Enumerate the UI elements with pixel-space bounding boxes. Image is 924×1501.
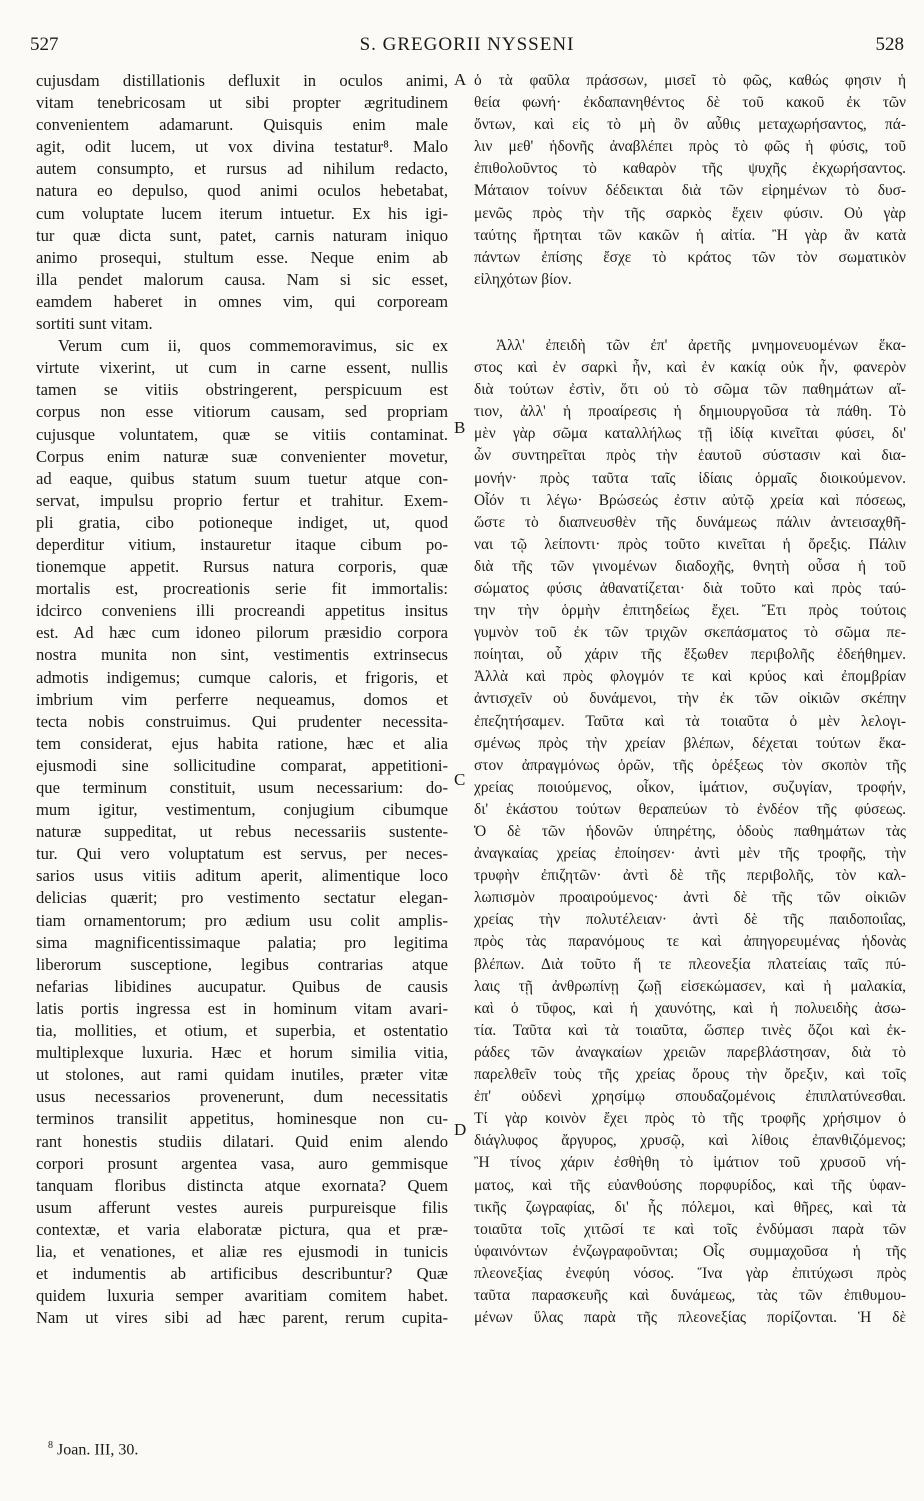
- latin-column: [36, 70, 448, 1329]
- text-line: tamen se vitiis obstringerent, perspicuum est: [36, 380, 448, 400]
- text-line: σώματος φύσις ἀθανατίζεται· διὰ τοῦτο καὶ πρὸς ταύ-: [474, 579, 906, 597]
- text-line: contextæ, et varia elaboratæ pictura, qua et præ-: [36, 1219, 448, 1239]
- text-line: idcirco conveniens illi procreandi appetitus insitus: [36, 601, 448, 621]
- text-line: δι' ἑκάστου τούτων θεραπεύων τὸ ἐνδέον τῆς φύσεως.: [474, 800, 906, 818]
- text-line: latis portis ingressa est in hominum vitam avari-: [36, 998, 448, 1018]
- text-line: Corpus enim naturæ suæ convenienter movetur,: [36, 446, 448, 466]
- text-line: cujusdam distillationis defluxit in oculos animi,: [36, 71, 448, 90]
- section-marker-c: C: [454, 770, 466, 789]
- text-line: τρυφὴν ἐπιζητῶν· ἀντὶ δὲ τῆς περιβολῆς, τὸν καλ-: [474, 867, 906, 885]
- text-line: Ἢ τίνος χάριν ἐσθὴθη τὸ ἱμάτιον τοῦ χρυσοῦ νή-: [474, 1154, 906, 1172]
- text-line: Μάταιον τοίνυν δέδεικται διὰ τῶν εἰρημένων τὸ δυσ-: [474, 182, 906, 200]
- paragraph-gap: [474, 291, 906, 335]
- text-line: λωπισμὸν προαιρούμενος· ἀντὶ δὲ τῆς τῶν οἰκιῶν: [474, 889, 906, 907]
- text-line: Ἀλλ' ἐπειδὴ τῶν ἐπ' ἀρετῆς μνημονευομένων ἕκα-: [496, 336, 906, 354]
- text-line: την τὴν ὁρμὴν ἐπιτηδείως ἔχει. Ἔτι πρὸς τούτοις: [474, 602, 906, 620]
- text-line: στος καὶ ἐν σαρκὶ ἦν, καὶ ἐν κακίᾳ οὐκ ἦν, φανερὸν: [474, 359, 906, 377]
- text-line: μονήν· πρὸς ταῦτα ταῖς ἰδίαις ὁρμαῖς διοικούμενον.: [474, 469, 906, 487]
- page-header: [30, 34, 904, 64]
- text-line: pli gratia, cibo potioneque indiget, ut, quod: [36, 512, 448, 532]
- text-line: cum voluptate lucem iterum intuetur. Ex his igi-: [36, 203, 448, 223]
- text-line: ut stolones, aut rami quidam inutiles, præter vitæ: [36, 1065, 448, 1085]
- text-line: liberorum susceptione, legibus contrarias atque: [36, 954, 448, 974]
- text-line: tur quæ dicta sunt, patet, carnis naturam iniquo: [36, 225, 448, 245]
- text-line: εἰληχότων βίον.: [474, 270, 572, 288]
- text-line: παρελθεῖν τοὺς τῆς χρείας ὅρους τὴν ὄρεξιν, καὶ τοῖς: [474, 1066, 906, 1084]
- section-marker-a: A: [454, 70, 467, 89]
- text-line: στον ἀπραγμόνως ὁρῶν, τῆς ὀρέξεως τὸν σκοπὸν τῆς: [474, 756, 906, 774]
- text-line: mum igitur, vestimentum, conjugium cibumque: [36, 800, 448, 820]
- text-line: cujusque voluntatem, quæ se vitiis contaminat.: [36, 424, 448, 444]
- text-line: διὰ τῆς τῶν γινομένων διαδοχῆς, θνητὴ οὖσα ἡ τοῦ: [474, 557, 906, 575]
- greek-column: [474, 70, 906, 1329]
- text-line: ὧν συντηρεῖται πρὸς τὴν ἑαυτοῦ σύστασιν καὶ δια-: [474, 447, 906, 465]
- text-line: πλεονεξίας ἐνεφύη νόσος. Ἵνα γὰρ ἐπιτύχωσι πρὸς: [474, 1264, 906, 1282]
- text-line: vitam tenebricosam ut sibi propter ægritudinem: [36, 93, 448, 113]
- text-line: ἐπεζητήσαμεν. Ταῦτα καὶ τὰ τοιαῦτα ὁ μὲν λελογι-: [474, 712, 906, 730]
- text-line: καὶ ὁ τῦφος, καὶ ἡ χαυνότης, καὶ ἡ πολυειδὴς ἀσω-: [474, 999, 906, 1017]
- text-line: servat, impulsu proprio fertur et trahitur. Exem-: [36, 490, 448, 510]
- footnote: [48, 1440, 138, 1459]
- text-line: ἀντισχεῖν οὐ δυνάμενοι, τὴν ἐκ τῶν οἰκιῶν σκέπην: [474, 690, 906, 708]
- page-number-right: 528: [875, 34, 904, 55]
- text-line: autem consumpto, et rursus ad nihilum redacto,: [36, 159, 448, 179]
- text-line: διὰ τούτων ἐστὶν, ὅτι οὐ τὸ σῶμα τῶν παθημάτων αἴ-: [474, 381, 906, 399]
- text-line: Ὁ δὲ τῶν ἡδονῶν ὑπηρέτης, ὁδοὺς παθημάτων τὰς: [474, 823, 906, 840]
- text-line: ad eaque, quibus statum suum tuetur atque con-: [36, 468, 448, 488]
- text-line: ὥστε τὸ διαπνευσθὲν τῆς δυνάμεως πάλιν ἀντεισαχθῆ-: [474, 513, 906, 531]
- text-line: χρείας ποιούμενος, οἶκον, ἱμάτιον, συζυγίαν, τροφήν,: [474, 778, 906, 796]
- text-line: corpori prosunt argentea vasa, auro gemmisque: [36, 1153, 448, 1173]
- text-line: multiplexque luxuria. Hæc et horum similia vitia,: [36, 1043, 448, 1063]
- greek-paragraph-b: [474, 335, 906, 1329]
- text-line: agit, odit lucem, ut vox divina testatur⁸. Malo: [36, 137, 448, 157]
- text-line: nefarias libidines aucupatur. Quibus de causis: [36, 976, 448, 996]
- text-line: διάγλυφος ἄργυρος, χρυσῷ, καὶ λίθοις ἐπανθιζόμενος;: [474, 1132, 906, 1150]
- text-line: et indumentis ab artificibus describuntur? Quæ: [36, 1264, 448, 1284]
- text-line: quidem luxuria semper avaritiam comitem habet.: [36, 1286, 448, 1306]
- text-line: ὁ τὰ φαῦλα πράσσων, μισεῖ τὸ φῶς, καθώς φησιν ἡ: [474, 72, 906, 89]
- section-marker-d: D: [454, 1120, 467, 1139]
- text-line: Τί γὰρ κοινὸν ἔχει πρὸς τὸ τῆς τροφῆς χρήσιμον ὁ: [474, 1110, 906, 1128]
- text-line: λαις τῇ ἀνθρωπίνῃ ζωῇ εἰσεκώμασεν, καὶ ἡ μαλακία,: [474, 977, 906, 995]
- text-line: τία. Ταῦτα καὶ τὰ τοιαῦτα, ὥσπερ τινὲς ὄζοι καὶ ἐκ-: [474, 1021, 906, 1039]
- text-line: nostra munita non sint, vestimentis extrinsecus: [36, 645, 448, 665]
- text-line: σμένως πρὸς τὴν χρείαν βλέπων, δέχεται τούτων ἕκα-: [474, 734, 906, 752]
- text-line: sortiti sunt vitam.: [36, 314, 153, 334]
- text-line: terminos transilit appetitus, hominesque non cu-: [36, 1109, 448, 1129]
- text-line: sarios usus vitiis aditum aperit, alimentique loco: [36, 866, 448, 886]
- text-line: χρείας τὴν πολυτέλειαν· ἀντὶ δὲ τῆς παιδοποιΐας,: [474, 911, 906, 929]
- text-line: μένων ὕλας παρὰ τῆς πλεονεξίας πορίζονται. Ἡ δὲ: [474, 1309, 906, 1327]
- text-line: natura eo depulso, quod animi oculos hebetabat,: [36, 181, 448, 201]
- text-line: ejusmodi sine sollicitudine comparat, appetitioni-: [36, 755, 448, 775]
- text-line: ἐπ' οὐδενὶ χρησίμῳ σπουδαζομένοις ἐπιπλατύνεσθαι.: [474, 1088, 906, 1106]
- text-line: Verum cum ii, quos commemoravimus, sic ex: [58, 336, 448, 356]
- text-line: delicias quærit; pro vestimento sectatur elegan-: [36, 888, 448, 908]
- footnote-mark: 8: [48, 1440, 53, 1451]
- text-line: est. Ad hæc cum idoneo pilorum præsidio corpora: [36, 623, 448, 643]
- text-line: λιν μεθ' ἡδονῆς ἀναβλέπει πρὸς τὸ φῶς ἡ φύσις, τοῦ: [474, 138, 906, 156]
- footnote-text: Joan. III, 30.: [57, 1441, 139, 1459]
- text-line: tur. Qui vero voluptatum est servus, per neces-: [36, 844, 448, 864]
- text-line: usum afferunt vestes aureis purpureisque filis: [36, 1197, 448, 1217]
- text-line: πρὸς τὰς παρανόμους τε καὶ ἀπηγορευμένας ἡδονὰς: [474, 933, 906, 951]
- text-line: lia, et venationes, et aliæ res ejusmodi in tunicis: [36, 1241, 448, 1261]
- text-line: corpus non esse vitiorum causam, sed propriam: [36, 402, 448, 422]
- text-line: usus necessarios provenerunt, dum necessitatis: [36, 1087, 448, 1107]
- text-line: que terminum constituit, usum necessarium: do-: [36, 778, 448, 797]
- text-line: μενῶς πρὸς τὴν τῆς σαρκὸς ἔχειν φύσιν. Οὐ γὰρ: [474, 204, 906, 222]
- text-line: tia, mollities, et otium, et superbia, et ostentatio: [36, 1021, 448, 1041]
- running-title: S. GREGORII NYSSENI: [359, 34, 575, 55]
- text-line: animo prosequi, stultum esse. Neque enim ab: [36, 247, 448, 267]
- text-line: Οἷόν τι λέγω· Βρώσεώς ἐστιν αὐτῷ χρεία καὶ πόσεως,: [474, 491, 906, 509]
- text-line: βλέπων. Διὰ τοῦτο ἥ τε πλεονεξία πλατείαις ταῖς πύ-: [474, 955, 906, 973]
- text-line: tionemque appetit. Rursus natura corporis, quæ: [36, 557, 448, 577]
- text-line: ὑφαινόντων ἐνζωγραφοῦνται; Οἷς συμμαχοῦσα ἡ τῆς: [474, 1242, 906, 1260]
- text-line: ἀναγκαίας χρείας ἐποίησεν· ἀντὶ μὲν τῆς τροφῆς, τὴν: [474, 845, 906, 863]
- text-line: mortalis est, procreationis serie fit immortalis:: [36, 579, 448, 599]
- text-line: imbrium vim perferre nequeamus, domos et: [36, 689, 448, 709]
- text-line: τιον, ἀλλ' ἡ προαίρεσις ἡ δημιουργοῦσα τὰ πάθη. Τὸ: [474, 403, 906, 421]
- text-line: eamdem haberet in omnes vim, qui corpoream: [36, 291, 448, 311]
- text-line: naturæ suppeditat, ut rebus necessariis sustente-: [36, 822, 448, 842]
- text-line: admotis indigemus; cumque caloris, et frigoris, et: [36, 667, 448, 687]
- text-line: ματος, καὶ τῆς εὐανθούσης πορφυρίδος, καὶ τῆς ὑφαν-: [474, 1176, 906, 1194]
- text-line: tem considerat, ejus habita ratione, hæc et alia: [36, 733, 448, 753]
- text-line: ταῦτα παρασκευῆς καὶ δυνάμεως, τὰς τῶν ἐπιθυμου-: [474, 1286, 906, 1304]
- greek-paragraph-a: [474, 70, 906, 291]
- text-line: convenientem adamarunt. Quisquis enim male: [36, 115, 448, 135]
- text-line: πάντων ἐπίσης ἔσχε τὸ κράτος τῶν τὸν σωματικὸν: [474, 248, 906, 266]
- text-line: μὲν γὰρ σῶμα καταλλήλως τῇ ἰδίᾳ κινεῖται φύσει, δι': [474, 425, 906, 443]
- text-line: ὄντων, καὶ εἰς τὸ μὴ ὂν αὖθις μεταχωρήσαντος, πά-: [474, 116, 906, 134]
- text-line: Nam ut vires sibi ad hæc parent, rerum cupita-: [36, 1308, 448, 1328]
- text-line: ποίηται, οὗ χάριν τῆς ἔξωθεν περιβολῆς ἐδεήθημεν.: [474, 646, 906, 664]
- text-line: θεία φωνή· ἐκδαπανηθέντος δὲ τοῦ κακοῦ ἐκ τῶν: [474, 94, 906, 112]
- text-line: ταύτης ἤρτηται τῶν κακῶν ἡ αἰτία. Ἢ γὰρ ἂν κατὰ: [474, 226, 906, 244]
- text-line: tecta nobis construimus. Qui prudenter necessita-: [36, 711, 448, 731]
- text-line: illa pendet malorum causa. Nam si sic esset,: [36, 269, 448, 289]
- text-line: deperditur vitium, instauretur itaque cibum po-: [36, 534, 448, 554]
- text-line: τοιαῦτα τοῖς χιτῶσί τε καὶ τοῖς ἐνδύμασι παρὰ τῶν: [474, 1220, 906, 1238]
- text-line: tiam ornamentorum; pro ædium usu colit amplis-: [36, 910, 448, 930]
- text-line: Ἀλλὰ καὶ πρὸς φλογμόν τε καὶ κρύος καὶ ἐπομβρίαν: [474, 668, 906, 686]
- text-line: sima magnificentissimaque palatia; pro legitima: [36, 932, 448, 952]
- text-line: ναι τῷ λείποντι· πρὸς τοῦτο κινεῖται ἡ ὄρεξις. Πάλιν: [474, 535, 906, 553]
- text-line: tanquam floribus distincta atque exornata? Quem: [36, 1175, 448, 1195]
- text-line: rant honestis studiis dilatari. Quid enim alendo: [36, 1131, 448, 1151]
- page-number-left: 527: [30, 34, 59, 55]
- text-line: ράδες τῶν ἀναγκαίων χρειῶν παρεβλάστησαν, διὰ τὸ: [474, 1043, 906, 1061]
- text-line: τικῆς ζωγραφίας, δι' ἧς πόλεμοι, καὶ θῆρες, καὶ τὰ: [474, 1198, 906, 1216]
- section-marker-b: B: [454, 418, 466, 437]
- text-line: ἐπιθολοῦντος τὸ καθαρὸν τῆς ψυχῆς ἐκχωρήσαντος.: [474, 160, 906, 178]
- text-line: γυμνὸν τοῦ ἐκ τῶν τριχῶν σκεπάσματος τὸ σῶμα πε-: [474, 624, 906, 642]
- text-line: virtute vixerint, ut cum in carne essent, nullis: [36, 358, 448, 378]
